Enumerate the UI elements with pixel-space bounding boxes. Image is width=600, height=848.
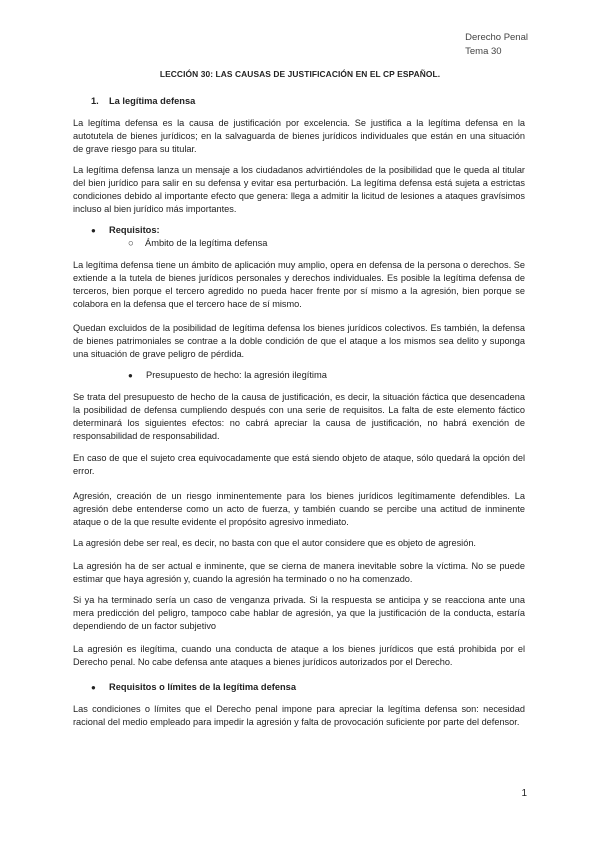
- bullet-dot-icon: ●: [91, 683, 96, 692]
- paragraph-10: Si ya ha terminado sería un caso de venganza privada. Si la respuesta se anticipa y se reacciona ante una mera predicción del peligro, tampoco cabe hablar de agresión, ya que la justificación de la conducta, estaría dependiendo de un factor subjetivo: [73, 595, 525, 631]
- paragraph-4: Quedan excluidos de la posibilidad de legítima defensa los bienes jurídicos colectivos. Es también, la defensa de bienes patrimoniales se contrae a la doble condición de que el ataque a los mismos sea delito y suponga una situación de grave peligro de pérdida.: [73, 323, 525, 359]
- circle-bullet-icon: ○: [128, 238, 134, 248]
- header-topic: Tema 30: [465, 46, 502, 57]
- paragraph-8: La agresión debe ser real, es decir, no basta con que el autor considere que es objeto de agresión.: [73, 538, 476, 548]
- paragraph-1: La legítima defensa es la causa de justificación por excelencia. Se justifica a la legítima defensa en la autotutela de bienes jurídicos; en la salvaguarda de bienes jurídicos individuales que están en una situación de grave riesgo para su titular.: [73, 118, 525, 154]
- paragraph-6: En caso de que el sujeto crea equivocadamente que está siendo objeto de ataque, sólo quedará la opción del error.: [73, 453, 525, 476]
- paragraph-11: La agresión es ilegítima, cuando una conducta de ataque a los bienes jurídicos que está prohibida por el Derecho penal. No cabe defensa ante ataques a bienes jurídicos autorizados por el Derecho.: [73, 644, 525, 667]
- subbullet-ambito: [128, 238, 267, 248]
- section-heading: [91, 96, 195, 106]
- paragraph-3: La legítima defensa tiene un ámbito de aplicación muy amplio, opera en defensa de la persona o derechos. Se extiende a la tutela de bienes jurídicos personales y derechos individuales. Es posible la legítima defensa de terceros, bien porque el tercero agredido no pueda hacer frente por sí mismo a la agresión, bien porque se colabora en la defensa que el tercero hace de sí mismo.: [73, 260, 525, 309]
- bullet-limites: [91, 682, 296, 692]
- paragraph-12: Las condiciones o límites que el Derecho penal impone para apreciar la legítima defensa son: necesidad racional del medio empleado para impedir la agresión y falta de provocación suficiente por parte del defensor.: [73, 704, 525, 727]
- paragraph-5: Se trata del presupuesto de hecho de la causa de justificación, es decir, la situación fáctica que desencadena la posibilidad de defensa cumpliendo después con una serie de requisitos. La falta de este elemento fáctico determinará los siguientes efectos: no cabrá apreciar la causa de justificación, no habrá exención de responsabilidad de responsabilidad.: [73, 392, 525, 441]
- paragraph-9: La agresión ha de ser actual e inminente, que se cierna de manera inevitable sobre la víctima. No se puede estimar que haya agresión y, cuando la agresión ha terminado o no ha comenzado.: [73, 561, 525, 584]
- bullet-requisitos: [91, 225, 160, 235]
- bullet-dot-icon: ●: [128, 371, 133, 380]
- header-subject: Derecho Penal: [465, 32, 528, 43]
- subbullet-label: Ámbito de la legítima defensa: [145, 238, 268, 248]
- paragraph-7: Agresión, creación de un riesgo inminentemente para los bienes jurídicos legítimamente defendibles. La agresión debe entenderse como un acto de fuerza, y también cuando se percibe una actitud de inminente ataque o de la que resulte evidente el propósito agresivo inmediato.: [73, 491, 525, 527]
- page-header: [465, 31, 528, 59]
- bullet-presupuesto: [128, 370, 327, 380]
- bullet-label: Requisitos o límites de la legítima defensa: [109, 682, 297, 692]
- bullet-dot-icon: ●: [91, 226, 96, 235]
- section-label: La legítima defensa: [109, 96, 196, 106]
- page-number: 1: [521, 788, 527, 799]
- bullet-label: Presupuesto de hecho: la agresión ilegítima: [146, 370, 327, 380]
- paragraph-2: La legítima defensa lanza un mensaje a los ciudadanos advirtiéndoles de la posibilidad que le queda al titular del bien jurídico para salir en su defensa y evitar esa perturbación. La legítima defensa está sujeta a estrictas condiciones debido al importante efecto que genera: llega a admitir la licitud de lesiones a ataques gravísimos incluso al bien jurídico más importantes.: [73, 165, 525, 214]
- lesson-title: LECCIÓN 30: LAS CAUSAS DE JUSTIFICACIÓN EN EL CP ESPAÑOL.: [159, 69, 441, 79]
- section-number: 1.: [91, 96, 99, 106]
- bullet-label: Requisitos:: [109, 225, 160, 235]
